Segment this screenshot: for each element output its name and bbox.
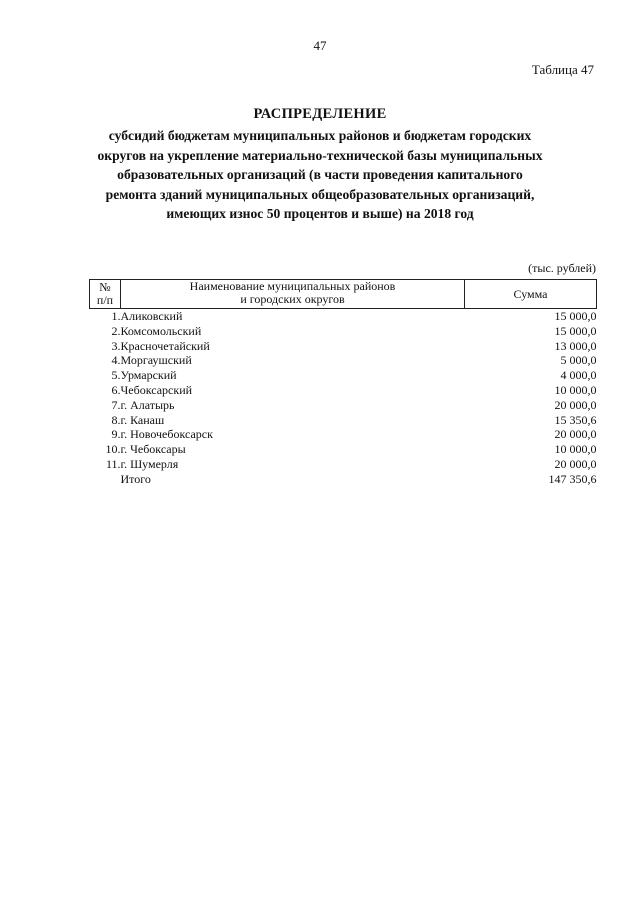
row-sum: 10 000,0 [554,382,597,397]
row-name: г. Чебоксары [120,442,186,457]
units-label: (тыс. рублей) [528,261,596,275]
row-sum: 15 350,6 [554,412,597,427]
table-row [90,413,597,428]
total-sum: 147 350,6 [548,471,597,486]
row-name: Красночетайский [120,338,210,353]
row-number: 3. [111,338,121,353]
table-row [90,368,597,383]
row-name: Урмарский [120,368,177,383]
row-sum: 5 000,0 [560,353,597,368]
row-sum: 15 000,0 [554,323,597,338]
document-subtitle [60,126,580,224]
row-name: Чебоксарский [120,382,193,397]
row-name: г. Шумерля [120,456,179,471]
subtitle-line: округов на укрепление материально-технической базы муниципальных [97,147,543,163]
row-name: г. Алатырь [120,397,175,412]
row-number: 5. [111,368,121,383]
row-number: 6. [111,382,121,397]
page-number: 47 [313,38,327,53]
row-name: Аликовский [120,309,183,323]
table-header-row [90,280,597,309]
subtitle-line: субсидий бюджетам муниципальных районов и бюджетам городских [108,128,532,143]
row-name: Моргаушский [120,353,192,368]
header-name-line2: и городских округов [240,292,345,306]
header-number-line1: № [99,280,111,294]
distribution-table [89,279,597,487]
row-name: г. Новочебоксарск [120,427,213,442]
row-number: 8. [111,412,121,427]
table-row [90,442,597,457]
header-number [90,280,121,309]
header-name-line1: Наименование муниципальных районов [189,279,396,293]
subtitle-line: образовательных организаций (в части проведения капитального [117,167,523,183]
document-title: РАСПРЕДЕЛЕНИЕ [253,106,387,122]
row-sum: 15 000,0 [554,309,597,323]
row-sum: 4 000,0 [560,368,597,383]
header-name [121,280,465,309]
row-number: 7. [111,397,121,412]
row-number: 10. [105,442,121,457]
subtitle-line: имеющих износ 50 процентов и выше) на 2018 год [166,206,474,222]
header-number-line2: п/п [96,293,114,307]
row-sum: 13 000,0 [554,338,597,353]
row-sum: 20 000,0 [554,427,597,442]
table-row [90,383,597,398]
row-sum: 20 000,0 [554,456,597,471]
table-row [90,398,597,413]
title-block [60,106,580,224]
row-number: 1. [111,309,121,323]
row-name: г. Канаш [120,412,165,427]
total-label: Итого [120,471,151,486]
table-body [90,309,597,487]
row-number: 2. [111,323,121,338]
row-number: 9. [111,427,121,442]
subtitle-line: ремонта зданий муниципальных общеобразовательных организаций, [105,186,535,202]
row-name: Комсомольский [120,323,202,338]
table-row [90,339,597,354]
table-label: Таблица 47 [531,62,594,77]
header-sum: Сумма [465,280,597,309]
row-sum: 10 000,0 [554,442,597,457]
total-row [90,472,597,487]
row-number: 4. [111,353,121,368]
total-number [90,472,121,487]
table-row [90,309,597,324]
table-row [90,324,597,339]
row-sum: 20 000,0 [554,397,597,412]
row-number: 11. [105,456,121,471]
table-row [90,427,597,442]
table-row [90,457,597,472]
table-row [90,353,597,368]
